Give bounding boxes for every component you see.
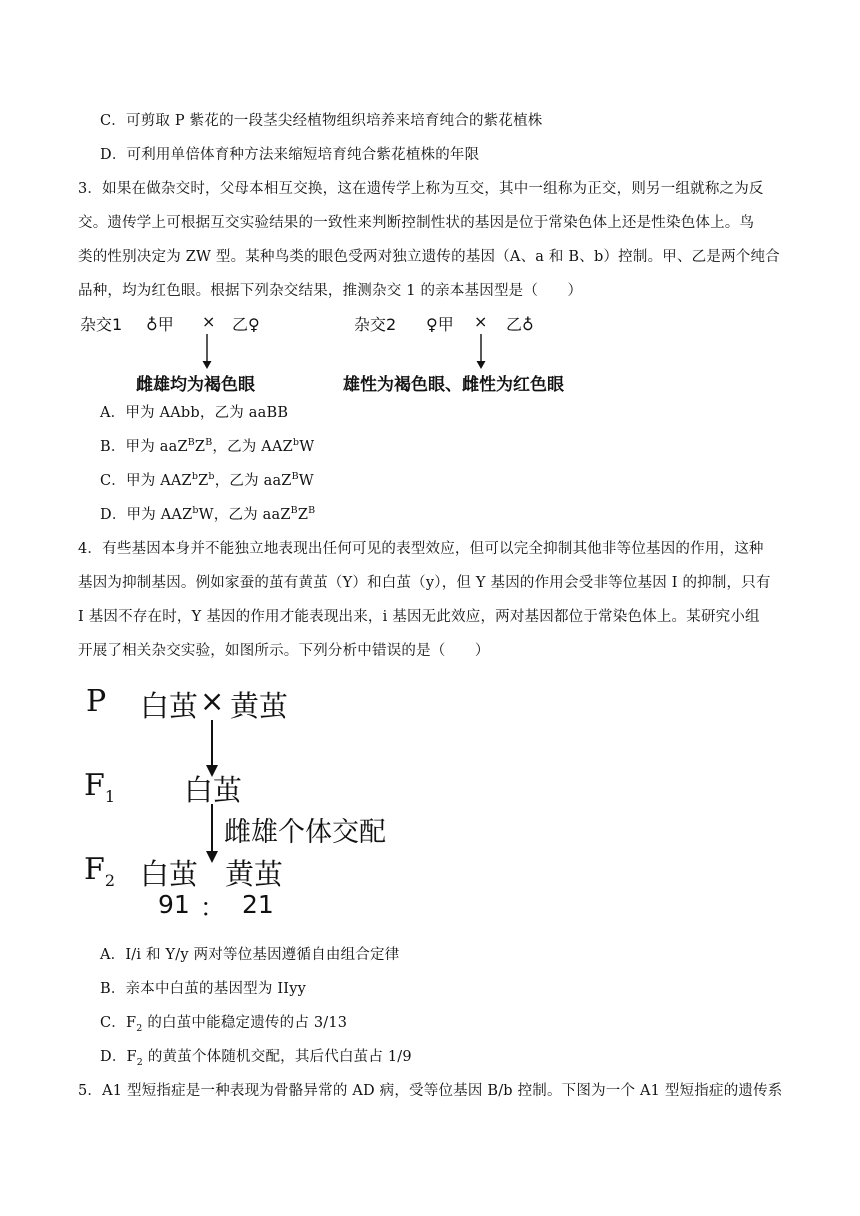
p-times-sign: × — [200, 684, 225, 718]
q4-option-c: C．$F_2$ 的白茧中能稳定遗传的占 3/13 — [100, 1015, 348, 1034]
cross1-label: 杂交1 — [80, 315, 123, 334]
q2-option-c: C．可剪取 P 紫花的一段茎尖经植物组织培养来培育纯合的紫花植株 — [100, 113, 543, 129]
cross2-parent-yi: 乙♁ — [506, 315, 534, 334]
f2-yellow-cocoon: 黄茧 — [225, 857, 284, 891]
q4-stem-line-4: 开展了相关杂交实验，如图所示。下列分析中错误的是（ ） — [78, 643, 490, 659]
f2-ratio-colon: ： — [200, 893, 226, 922]
f1-white-cocoon: 白茧 — [184, 773, 243, 807]
cross1-times-sign: × — [202, 312, 216, 331]
q3-stem-line-3: 类的性别决定为 ZW 型。某种鸟类的眼色受两对独立遗传的基因（A、a 和 B、b）控制。甲、乙是两个纯合 — [78, 249, 780, 265]
q3-stem-line-1: 3．如果在做杂交时，父母本相互交换，这在遗传学上称为互交，其中一组称为正交，则另一组就称之为反 — [78, 181, 764, 197]
q4-option-b: B．亲本中白茧的基因型为 IIyy — [100, 981, 307, 997]
f2-yellow-count: 21 — [242, 890, 274, 919]
q3-option-c: C．甲为 $AAZ^bZ^b$，乙为 aaZ$^B$W — [100, 471, 314, 489]
q4-stem-line-1: 4．有些基因本身并不能独立地表现出任何可见的表型效应，但可以完全抑制其他非等位基因的作用，这种 — [78, 541, 764, 557]
cross2-result: 雄性为褐色眼、雌性为红色眼 — [343, 375, 564, 395]
cross2-parent-jia: ♀甲 — [426, 315, 454, 334]
cross1-parent-jia: ♁甲 — [146, 315, 174, 334]
mating-label: 雌雄个体交配 — [224, 817, 386, 848]
p-white-cocoon: 白茧 — [140, 689, 199, 723]
cross2-times-sign: × — [474, 312, 488, 331]
p-yellow-cocoon: 黄茧 — [230, 689, 289, 723]
generation-p-label: P — [86, 684, 107, 719]
q4-option-a: A．I/i 和 Y/y 两对等位基因遵循自由组合定律 — [100, 947, 400, 963]
q5-stem-line-1: 5．A1 型短指症是一种表现为骨骼异常的 AD 病，受等位基因 B/b 控制。下图为一个 A1 型短指症的遗传系 — [78, 1083, 783, 1099]
f2-white-cocoon: 白茧 — [140, 857, 199, 891]
q4-cross-diagram — [80, 680, 440, 920]
cross1-arrow — [200, 334, 214, 370]
cross2-label: 杂交2 — [354, 315, 397, 334]
q3-option-d: D．甲为 AAZ$^b$W，乙为 $aaZ^BZ^B$ — [100, 505, 316, 523]
cross1-result: 雌雄均为褐色眼 — [136, 375, 255, 395]
q4-stem-line-2: 基因为抑制基因。例如家蚕的茧有黄茧（Y）和白茧（y），但 Y 基因的作用会受非等位基因 I 的抑制，只有 — [78, 575, 771, 591]
q3-cross-diagram — [78, 312, 638, 395]
q4-option-d: D．$F_2$ 的黄茧个体随机交配，其后代白茧占 1/9 — [100, 1049, 412, 1068]
generation-f1-label: $F_1$ — [84, 768, 116, 806]
q3-option-a: A．甲为 AAbb，乙为 aaBB — [100, 405, 289, 421]
generation-f2-label: $F_2$ — [84, 852, 116, 890]
f1-to-f2-arrow — [203, 804, 221, 864]
q2-option-d: D．可利用单倍体育种方法来缩短培育纯合紫花植株的年限 — [100, 147, 480, 163]
cross2-arrow — [474, 334, 488, 370]
q4-stem-line-3: I 基因不存在时，Y 基因的作用才能表现出来，i 基因无此效应，两对基因都位于常染色体上。某研究小组 — [78, 609, 760, 625]
cross1-parent-yi: 乙♀ — [232, 315, 260, 334]
q3-stem-line-4: 品种，均为红色眼。根据下列杂交结果，推测杂交 1 的亲本基因型是（ ） — [78, 283, 583, 299]
q3-stem-line-2: 交。遗传学上可根据互交实验结果的一致性来判断控制性状的基因是位于常染色体上还是性染色体上。鸟 — [78, 215, 755, 231]
q3-option-b: B．甲为 $aaZ^BZ^B$，乙为 AAZ$^b$W — [100, 437, 315, 455]
f2-white-count: 91 — [158, 890, 190, 919]
